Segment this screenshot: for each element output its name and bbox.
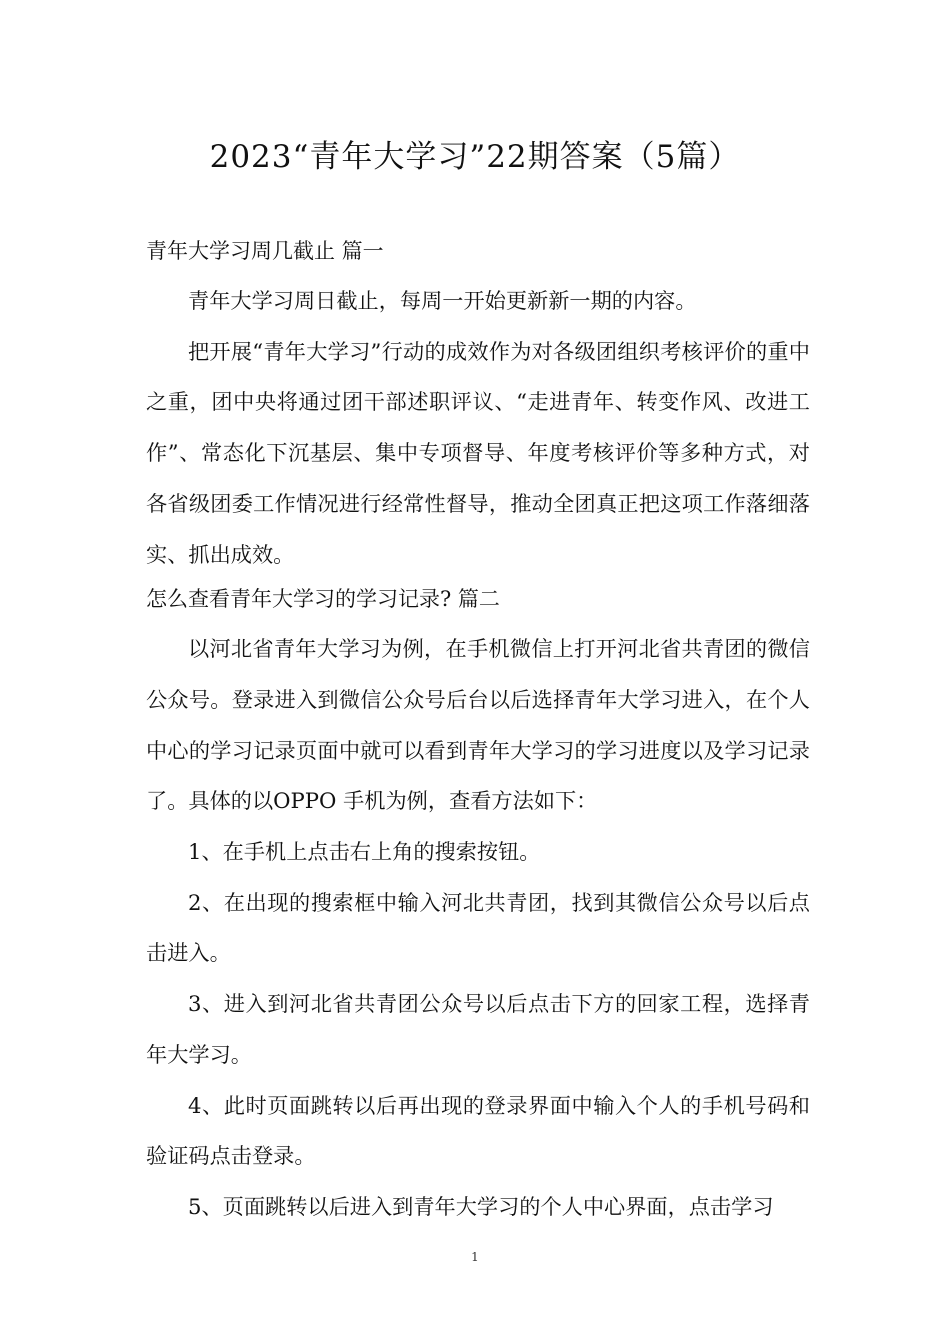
list-item: 1、在手机上点击右上角的搜索按钮。 bbox=[188, 839, 541, 865]
document-body bbox=[146, 232, 810, 1233]
section-heading: 怎么查看青年大学习的学习记录? 篇二 bbox=[146, 587, 500, 612]
list-item: 4、此时页面跳转以后再出现的登录界面中输入个人的手机号码和验证码点击登录。 bbox=[146, 1092, 810, 1169]
paragraph: 青年大学习周日截止，每周一开始更新新一期的内容。 bbox=[188, 288, 697, 313]
paragraph: 把开展“青年大学习”行动的成效作为对各级团组织考核评价的重中之重，团中央将通过团干部述职评议、“走进青年、转变作风、改进工作”、常态化下沉基层、集中专项督导、年度考核评价等多种方式，对各省级团委工作情况进行经常性督导，推动全团真正把这项工作落细落实、抓出成效。 bbox=[146, 338, 810, 567]
paragraph: 以河北省青年大学习为例，在手机微信上打开河北省共青团的微信公众号。登录进入到微信公众号后台以后选择青年大学习进入，在个人中心的学习记录页面中就可以看到青年大学习的学习进度以及学习记录了。具体的以OPPO 手机为例，查看方法如下： bbox=[146, 636, 810, 814]
page-number: 1 bbox=[471, 1250, 479, 1264]
section-1 bbox=[146, 232, 810, 580]
section-2 bbox=[146, 580, 810, 1232]
section-heading: 青年大学习周几截止 篇一 bbox=[146, 239, 384, 263]
list-item: 5、页面跳转以后进入到青年大学习的个人中心界面，点击学习 bbox=[188, 1193, 774, 1219]
list-item: 2、在出现的搜索框中输入河北共青团，找到其微信公众号以后点击进入。 bbox=[146, 889, 810, 966]
list-item: 3、进入到河北省共青团公众号以后点击下方的回家工程，选择青年大学习。 bbox=[146, 991, 810, 1067]
document-title: 2023“青年大学习”22期答案（5篇） bbox=[209, 139, 741, 175]
